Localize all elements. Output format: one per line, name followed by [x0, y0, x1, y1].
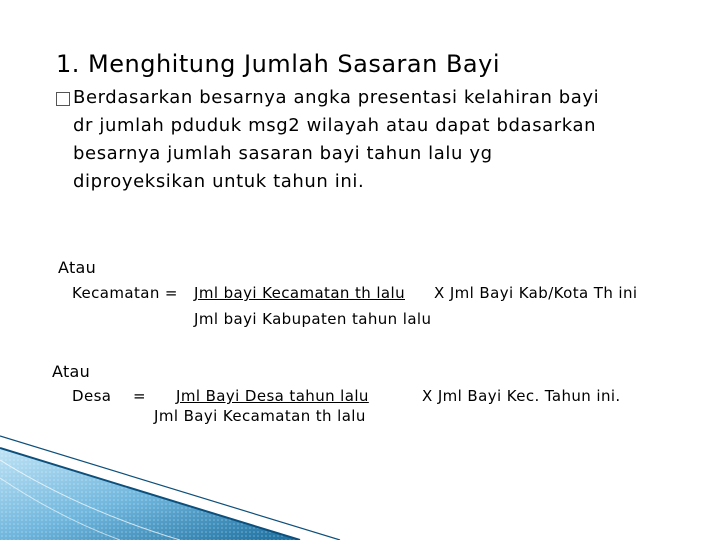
bullet-line: Berdasarkan besarnya angka presentasi kelahiran bayi	[73, 87, 600, 108]
formula-multiply-desa: X Jml Bayi Kec. Tahun ini.	[422, 387, 621, 405]
formula-lhs-kecamatan: Kecamatan =	[72, 284, 178, 302]
formula-denominator-desa: Jml Bayi Kecamatan th lalu	[154, 407, 366, 425]
slide-title: 1. Menghitung Jumlah Sasaran Bayi	[56, 50, 501, 78]
formula-numerator-kecamatan: Jml bayi Kecamatan th lalu	[194, 284, 405, 302]
bullet-paragraph	[73, 84, 698, 196]
bullet-square-icon	[56, 92, 70, 106]
bullet-line: dr jumlah pduduk msg2 wilayah atau dapat bdasarkan	[73, 115, 597, 136]
atau-label: Atau	[52, 362, 91, 381]
bullet-line: diproyeksikan untuk tahun ini.	[73, 171, 365, 192]
formula-denominator-kecamatan: Jml bayi Kabupaten tahun lalu	[194, 310, 432, 328]
formula-equals-desa: =	[133, 387, 146, 405]
formula-numerator-desa: Jml Bayi Desa tahun lalu	[176, 387, 369, 405]
bullet-line: besarnya jumlah sasaran bayi tahun lalu yg	[73, 143, 493, 164]
formula-multiply-kecamatan: X Jml Bayi Kab/Kota Th ini	[434, 284, 638, 302]
corner-decoration	[0, 430, 720, 540]
formula-lhs-desa: Desa	[72, 387, 112, 405]
atau-label: Atau	[58, 258, 97, 277]
